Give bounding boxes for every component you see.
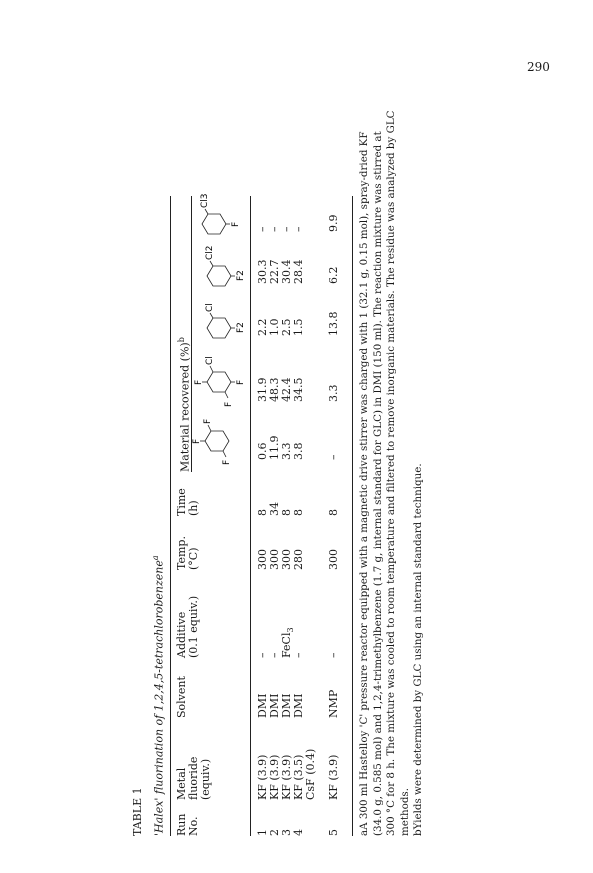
cell-time: 34 xyxy=(268,502,281,516)
page-number: 290 xyxy=(527,60,550,74)
cell-temp: 280 xyxy=(292,549,305,570)
cell-temp: 300 xyxy=(280,549,293,570)
cell-additive: – xyxy=(292,652,305,658)
structure-chlorodifluorobenzene xyxy=(195,300,245,344)
cell-yield: 11.9 xyxy=(268,435,281,460)
atom-label: F xyxy=(222,459,232,465)
cell-yield: 30.4 xyxy=(280,259,293,284)
cell-yield: 28.4 xyxy=(292,259,305,284)
cell-yield: 2.2 xyxy=(256,318,269,336)
cell-yield: 1.5 xyxy=(292,318,305,336)
cell-yield: 9.9 xyxy=(327,214,340,232)
cell-yield: – xyxy=(327,454,340,460)
structure-trichlorofluorobenzene xyxy=(190,193,241,240)
atom-label: F xyxy=(224,401,234,407)
cell-fluoride: KF (3.9) xyxy=(268,754,281,800)
cell-solvent: DMI xyxy=(292,693,305,718)
cell-solvent: NMP xyxy=(327,689,340,718)
footnote-line: methods. xyxy=(398,788,411,836)
cell-run: 2 xyxy=(268,829,281,836)
atom-label: F2 xyxy=(236,322,246,333)
col-solvent-header: Solvent xyxy=(175,676,188,718)
col-fluoride-header: Metal fluoride (equiv.) xyxy=(175,756,212,800)
cell-yield: 3.3 xyxy=(327,384,340,402)
table-title: 'Halex' fluorination of 1,2,4,5-tetrachlorobenzene$^a$ xyxy=(151,555,166,836)
cell-temp: 300 xyxy=(256,549,269,570)
table-footnotes xyxy=(358,110,426,836)
cell-yield: 34.5 xyxy=(292,377,305,402)
footnote-line: bYields were determined by GLC using an internal standard technique. xyxy=(412,463,424,836)
cell-solvent: DMI xyxy=(256,693,269,718)
atom-label: F xyxy=(236,379,246,385)
col-temp-header: Temp. (°C) xyxy=(175,536,200,570)
cell-fluoride: KF (3.9) xyxy=(327,754,340,800)
table-label: TABLE 1 xyxy=(131,787,144,836)
atom-label: F xyxy=(192,438,202,444)
atom-label: F xyxy=(203,418,213,424)
cell-yield: – xyxy=(268,226,281,232)
cell-time: 8 xyxy=(256,509,269,516)
cell-additive: FeCl$_3$ xyxy=(280,627,296,658)
cell-yield: 13.8 xyxy=(327,311,340,336)
cell-yield: 2.5 xyxy=(280,318,293,336)
cell-fluoride: KF (3.9) xyxy=(256,754,269,800)
cell-run: 5 xyxy=(327,829,340,836)
cell-additive: – xyxy=(327,652,340,658)
cell-fluoride: KF (3.9) xyxy=(280,754,293,800)
col-run-header: Run No. xyxy=(175,813,200,836)
atom-label: F2 xyxy=(236,270,246,281)
table-header-rule xyxy=(250,196,251,836)
structure-chlorotrifluorobenzene xyxy=(195,352,245,408)
cell-fluoride: KF (3.5) xyxy=(292,754,305,800)
table-top-rule xyxy=(170,196,171,836)
cell-yield: 48.3 xyxy=(268,377,281,402)
cell-yield: 1.0 xyxy=(268,318,281,336)
cell-yield: 6.2 xyxy=(327,266,340,284)
cell-time: 8 xyxy=(292,509,305,516)
cell-yield: – xyxy=(280,226,293,232)
structure-trifluorobenzene xyxy=(192,416,243,466)
cell-solvent: DMI xyxy=(268,693,281,718)
cell-yield: 22.7 xyxy=(268,259,281,284)
cell-yield: 0.6 xyxy=(256,442,269,460)
atom-label: F xyxy=(231,221,241,227)
col-time-header: Time (h) xyxy=(175,488,200,516)
cell-yield: – xyxy=(292,226,305,232)
cell-run: 3 xyxy=(280,829,293,836)
cell-yield: 42.4 xyxy=(280,377,293,402)
cell-yield: 3.8 xyxy=(292,442,305,460)
cell-yield: 30.3 xyxy=(256,259,269,284)
atom-label: Cl xyxy=(205,303,215,312)
atom-label: Cl3 xyxy=(200,193,210,208)
col-additive-header: Additive (0.1 equiv.) xyxy=(175,595,200,658)
footnote-line: aA 300 ml Hastelloy 'C' pressure reactor equipped with a magnetic drive stirrer was charged with 1 (32.1 g, 0.15 mol), spray-dried KF xyxy=(358,131,370,836)
cell-additive: – xyxy=(256,652,269,658)
cell-time: 8 xyxy=(280,509,293,516)
cell-yield: 31.9 xyxy=(256,377,269,402)
cell-fluoride: CsF (0.4) xyxy=(304,748,317,800)
structure-dichlorodifluorobenzene xyxy=(195,245,246,292)
cell-additive: – xyxy=(268,652,281,658)
col-material-header: Material recovered (%)$^b$ xyxy=(177,337,192,472)
table-bottom-rule xyxy=(352,196,353,836)
rotated-table-page xyxy=(131,110,593,836)
cell-temp: 300 xyxy=(327,549,340,570)
cell-yield: 3.3 xyxy=(280,442,293,460)
cell-run: 4 xyxy=(292,829,305,836)
cell-solvent: DMI xyxy=(280,693,293,718)
cell-run: 1 xyxy=(256,829,269,836)
footnote-line: 300 °C for 8 h. The mixture was cooled to room temperature and filtered to remove inorganic materials. The residue was analyzed by GLC xyxy=(385,110,397,836)
footnote-line: (34.0 g, 0.585 mol) and 1,2,4-trimethylbenzene (1.7 g, internal standard for GLC) in DMI (150 ml). The reaction mixture was stirred at xyxy=(371,131,384,836)
cell-yield: – xyxy=(256,226,269,232)
cell-temp: 300 xyxy=(268,549,281,570)
cell-time: 8 xyxy=(327,509,340,516)
atom-label: Cl xyxy=(205,356,215,365)
atom-label: F xyxy=(194,379,204,385)
atom-label: Cl2 xyxy=(205,245,215,260)
